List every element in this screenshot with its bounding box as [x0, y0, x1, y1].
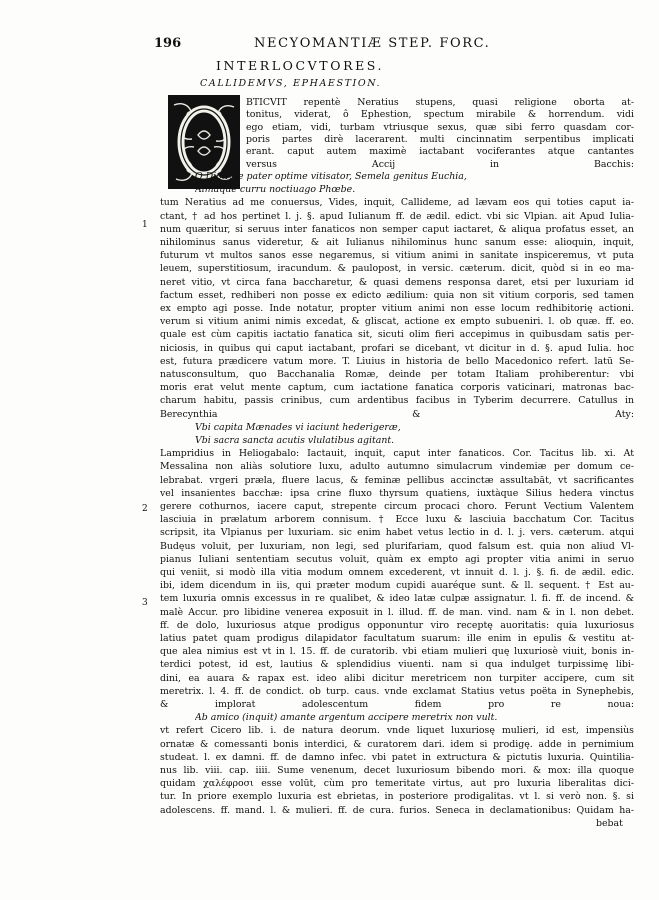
text-line: ctant, † ad hos pertinet l. j. §. apud Iulianum ff. de ædil. edict. vbi sic Vlpian. ait Apud Iulia- [160, 210, 634, 222]
text-line: Lampridius in Heliogabalo: Iactauit, inquit, caput inter fanaticos. Cor. Tacitus lib. xi. At [160, 448, 634, 460]
text-line: nus lib. viii. cap. iiii. Sume venenum, decet luxuriosum bibendo mori. & mox: illa quoque [160, 765, 634, 776]
running-title: NECYOMANTIÆ STEP. FORC. [254, 36, 491, 51]
text-line: pianus Iuliani sententiam secutus voluit, quàm ex empto agi propter vitia animi in seruo [160, 553, 634, 565]
text-line: Berecynthia & Aty: [160, 408, 634, 420]
text-line: BTICVIT repentè Neratius stupens, quasi religione oborta at- [246, 97, 634, 108]
text-line: & implorat adolescentum fidem pro re noua: [160, 699, 634, 710]
text-line: meretrix. l. 4. ff. de condict. ob turp. caus. vnde exclamat Statius vetus poëta in Synephebis, [160, 685, 634, 697]
verse-line: O Dionyse pater optime vitisator, Semela genitus Euchia, [195, 171, 467, 182]
text-line: ex empto agi posse. Inde notatur, propter vitium animi non esse locum redhibitorię actioni. [160, 303, 634, 314]
text-line: ornatæ & comessanti bonis interdici, & curatorem dari. idem si prodigę. adde in pernimium [160, 738, 634, 750]
text-line: lebrabat. vrgeri præla, fluere lacus, & feminæ pellibus accinctæ assultabāt, vt sacrificantes [160, 474, 634, 486]
text-line: gerere cothurnos, iacere caput, strepente circum procaci choro. Ferunt Vectium Valentem [160, 501, 634, 512]
margin-number: 3 [142, 598, 148, 608]
margin-number: 2 [142, 504, 148, 514]
text-line: bebat [596, 817, 623, 829]
verse-line: Vbi capita Mænades vi iaciunt hederigeræ, [195, 421, 401, 433]
verse-line: Ab amico (inquit) amante argentum accipere meretrix non vult. [195, 712, 498, 724]
text-line: ff. de dolo, luxuriosus atque prodigus opponuntur viro receptę auoritatis: quia luxuriosus [160, 619, 634, 631]
text-line: tum Neratius ad me conuersus, Vides, inquit, Callideme, ad lævam eos qui toties caput ia- [160, 197, 634, 209]
text-line: verum si vitium animi nimis excedat, & gliscat, actione ex empto subueniri. l. ob quæ. ff. eo. [160, 316, 634, 328]
text-line: moris erat velut mente captum, cum iactatione fanatica corporis vaticinari, matronas bac- [160, 382, 634, 394]
text-line: neret vitio, vt circa fana baccharetur, & quasi demens responsa daret, etsi per luxuriam id [160, 276, 634, 288]
text-line: ibi, idem dicendum in iis, qui præter modum cupidi auaréque sunt. & ll. sequent. † Est au- [160, 580, 634, 592]
text-line: tem luxuria omnis excessus in re qualibet, & ideo latæ culpæ assignatur. l. fi. ff. de incend. & [160, 593, 634, 605]
text-line: vel insanientes bacchæ: ipsa crine fluxo thyrsum quatiens, iuxtàque Silius hedera vinctus [160, 487, 634, 499]
page-number: 196 [154, 36, 182, 51]
text-line: adolescens. ff. mand. l. & mulieri. ff. de cura. furios. Seneca in declamationibus: Quidam ha- [160, 804, 634, 816]
text-line: num quæritur, si seruus inter fanaticos non semper caput iactaret, & aliqua profatus esset, an [160, 223, 634, 235]
text-line: erant. caput autem maximè iactabant vociferantes atque cantantes [246, 146, 634, 158]
text-line: niciosis, in quibus qui caput iactabant, profari se dicebant, vt dicitur in d. §. apud Iulia. hoc [160, 342, 634, 354]
text-line: natusconsultum, quo Bacchanalia Romæ, deinde per totam Italiam prohiberentur: vbi [160, 369, 634, 380]
text-line: nihilominus sanus videretur, & ait Iulianus nihilominus hunc sanum esse: alioquin, inquit, [160, 237, 634, 248]
text-line: quale est cùm capitis iactatio fanatica sit, sicuti olim fieri accepimus in quibusdam satis per- [160, 329, 634, 341]
text-line: latius patet quam prodigus dilapidator facultatum suarum: ille enim in epulis & vestitu at- [160, 633, 634, 644]
text-line: lasciuia in prælatum arborem connisum. † Ecce luxu & lasciuia bacchatum Cor. Tacitus [160, 514, 634, 526]
verse-line: Vbi sacra sancta acutis vlulatibus agitant. [195, 435, 395, 446]
text-line: studeat. l. ex damni. ff. de damno infec. vbi patet in extructura & pictutis luxuria. Quintilia- [160, 751, 634, 763]
text-line: terdici potest, id est, lautius & splendidius viuenti. nam si qua indulget turpissimę libi- [160, 659, 634, 671]
text-line: leuem, superstitiosum, iracundum. & paulopost, in versic. cæterum. dicit, quòd si in eo ma- [160, 263, 634, 275]
text-line: que alea nimius est vt in l. 15. ff. de curatorib. vbi etiam mulieri quę luxuriosè viuit, bonis in- [160, 646, 634, 658]
text-line: est, futura prædicere vatum more. T. Liuius in historia de bello Macedonico refert. latū Se- [160, 355, 634, 367]
text-line: malè Accur. pro libidine venerea exposuit in l. illud. ff. de man. vind. nam & in l. non debet. [160, 606, 634, 618]
text-line: versus Accij in Bacchis: [246, 158, 634, 170]
text-line: tonitus, viderat, ô Ephestion, spectum mirabile & horrendum. vidi [246, 109, 634, 121]
speakers-heading: CALLIDEMVS, EPHAESTION. [200, 78, 382, 89]
section-heading: INTERLOCVTORES. [216, 58, 385, 73]
text-line: vt refert Cicero lib. i. de natura deorum. vnde liquet luxuriosę mulieri, id est, impensiùs [160, 725, 634, 737]
text-line: dini, ea auara & rapax est. ideo alibi dicitur meretricem non turpiter accipere, cum sit [160, 672, 634, 684]
text-line: poris partes dirè lacerarent. multi cincinnatim serpentibus implicati [246, 133, 634, 145]
text-line: factum esset, redhiberi non posse ex edicto ædilium: quia non sit vitium corporis, sed tamen [160, 289, 634, 301]
text-line: qui veniit, si modò illa vitia modum omnem excederent, vt innuit d. l. j. §. fi. de ædil. edic. [160, 567, 634, 578]
text-line: charum habitu, passis crinibus, cum ardentibus facibus in Tyberim decurrere. Catullus in [160, 395, 634, 407]
text-line: Budęus voluit, per luxuriam, non legi, sed plurifariam, quod falsum est. quia non aliud Vl- [160, 540, 634, 552]
text-line: scripsit, ita Vlpianus per luxuriam. sic enim habet vetus lectio in d. l. j. vers. cæterum. atqui [160, 527, 634, 539]
text-line: tur. In priore exemplo luxuria est ebrietas, in posteriore prodigalitas. vt l. si verò non. §. si [160, 791, 634, 803]
text-line: Messalina non aliàs solutiore luxu, adulto autumno simulacrum vindemiæ per domum ce- [160, 461, 634, 473]
text-line: quidam χαλέφροσι esse volūt, cùm pro temeritate virtus, aut pro luxuria liberalitas dici- [160, 778, 634, 790]
margin-number: 1 [142, 220, 148, 230]
text-line: futurum vt multos sanos esse negaremus, si vitium animi in sanitate inspiceremus, vt puta [160, 250, 634, 262]
page-header [154, 36, 634, 56]
text-line: ego etiam, vidi, turbam vtriusque sexus, quæ sibi ferro quasdam cor- [246, 121, 634, 133]
verse-line: Almaque curru noctiuago Phœbe. [195, 184, 356, 196]
